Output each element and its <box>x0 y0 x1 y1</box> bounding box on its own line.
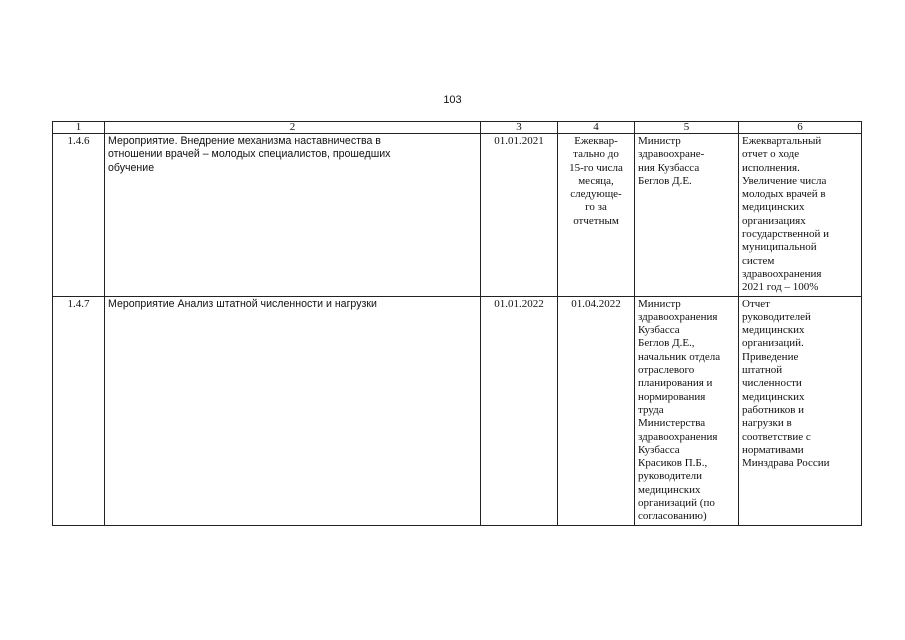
responsible-persons-line: Красиков П.Б., <box>638 457 708 470</box>
header-cell-6: 6 <box>739 122 862 134</box>
expected-result-line: нормативами <box>742 443 804 456</box>
responsible-persons-line: здравоохранения <box>638 310 718 323</box>
deadline-line: Ежеквар- <box>574 135 618 147</box>
responsible-persons-line: планирования и <box>638 377 713 390</box>
responsible-persons-line: Беглов Д.Е., <box>638 337 695 350</box>
responsible-persons-line: здравоохранения <box>638 430 718 443</box>
page-number: 103 <box>443 94 462 106</box>
start-date: 01.01.2022 <box>481 296 558 525</box>
table-header-row <box>53 122 862 134</box>
responsible-persons-line: Министерства <box>638 417 706 430</box>
responsible-persons-line: Беглов Д.Е. <box>638 174 692 187</box>
deadline <box>558 134 635 297</box>
expected-result-line: государственной и <box>742 228 830 241</box>
responsible-persons-line: руководители <box>638 470 702 483</box>
expected-result-line: систем <box>742 254 775 267</box>
expected-result-line: исполнения. <box>742 161 800 174</box>
expected-result-line: Приведение <box>742 350 799 363</box>
row-number: 1.4.7 <box>53 296 105 525</box>
responsible-persons <box>635 134 739 297</box>
responsible-persons-line: согласованию) <box>638 510 707 523</box>
deadline-line: следующе- <box>570 188 622 201</box>
expected-result-line: медицинских <box>742 201 805 214</box>
expected-result-line: численности <box>742 377 802 390</box>
header-cell-3: 3 <box>481 122 558 134</box>
deadline <box>558 296 635 525</box>
header-cell-1: 1 <box>53 122 105 134</box>
table-row <box>53 296 862 525</box>
expected-result-line: организаций. <box>742 337 804 350</box>
start-date: 01.01.2021 <box>481 134 558 297</box>
event-description-line: обучение <box>108 161 155 174</box>
expected-result-line: Отчет <box>742 297 770 310</box>
event-description-line: Мероприятие. Внедрение механизма наставничества в <box>108 135 381 147</box>
expected-result-line: отчет о ходе <box>742 148 800 161</box>
responsible-persons-line: начальник отдела <box>638 350 721 363</box>
responsible-persons-line: Кузбасса <box>638 443 680 456</box>
expected-result-line: Минздрава России <box>742 457 830 470</box>
expected-result <box>739 134 862 297</box>
header-cell-4: 4 <box>558 122 635 134</box>
table-row <box>53 134 862 297</box>
expected-result-line: медицинских <box>742 324 805 337</box>
event-description <box>105 296 481 525</box>
responsible-persons-line: Министр <box>638 297 681 310</box>
event-description-line: отношении врачей – молодых специалистов, прошедших <box>108 148 391 161</box>
expected-result-line: Увеличение числа <box>742 174 827 187</box>
responsible-persons-line: здравоохране- <box>638 148 705 161</box>
header-cell-5: 5 <box>635 122 739 134</box>
expected-result-line: руководителей <box>742 310 811 323</box>
deadline-line: 01.04.2022 <box>571 297 621 310</box>
expected-result-line: здравоохранения <box>742 267 822 280</box>
row-number: 1.4.6 <box>53 134 105 297</box>
plan-table <box>52 121 862 526</box>
expected-result-line: молодых врачей в <box>742 188 826 201</box>
deadline-line: тально до <box>573 148 619 161</box>
responsible-persons-line: труда <box>638 403 664 416</box>
expected-result-line: медицинских <box>742 390 805 403</box>
expected-result-line: организациях <box>742 214 806 227</box>
event-description-line: Мероприятие Анализ штатной численности и нагрузки <box>108 297 377 310</box>
responsible-persons-line: ния Кузбасса <box>638 161 700 174</box>
header-cell-2: 2 <box>105 122 481 134</box>
responsible-persons-line: Кузбасса <box>638 324 680 337</box>
responsible-persons-line: медицинских <box>638 483 701 496</box>
expected-result-line: 2021 год – 100% <box>742 281 819 294</box>
expected-result-line: штатной <box>742 364 783 377</box>
expected-result-line: Ежеквартальный <box>742 135 822 147</box>
responsible-persons-line: нормирования <box>638 390 706 403</box>
expected-result-line: соответствие с <box>742 430 811 443</box>
deadline-line: го за <box>585 201 607 214</box>
responsible-persons-line: организаций (по <box>638 497 715 510</box>
expected-result <box>739 296 862 525</box>
responsible-persons-line: Министр <box>638 135 681 147</box>
expected-result-line: муниципальной <box>742 241 817 254</box>
deadline-line: отчетным <box>573 214 619 227</box>
deadline-line: месяца, <box>578 174 614 187</box>
deadline-line: 15-го числа <box>569 161 623 174</box>
responsible-persons <box>635 296 739 525</box>
expected-result-line: нагрузки в <box>742 417 792 430</box>
event-description <box>105 134 481 297</box>
expected-result-line: работников и <box>742 403 805 416</box>
responsible-persons-line: отраслевого <box>638 364 695 377</box>
